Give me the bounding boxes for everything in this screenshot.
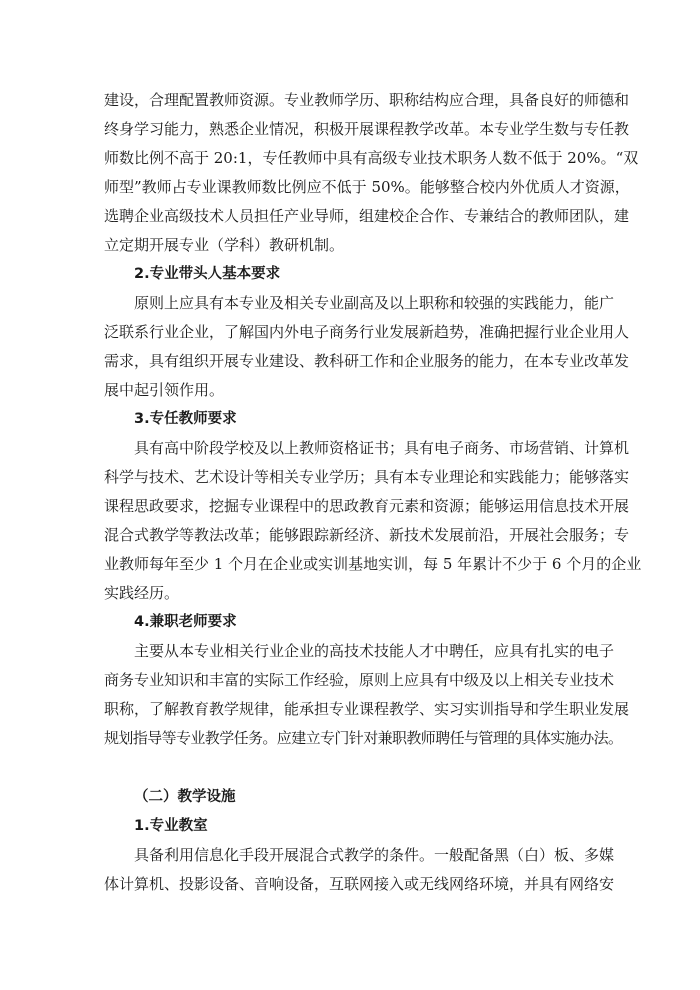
text-line: 终身学习能力，熟悉企业情况，积极开展课程教学改革。本专业学生数与专任教 — [104, 120, 630, 138]
section-teaching-facilities: （二）教学设施 — [134, 789, 236, 805]
text-line: 职称，了解教育教学规律，能承担专业课程教学、实习实训指导和学生职业发展 — [104, 700, 630, 718]
text-line: 科学与技术、艺术设计等相关专业学历；具有本专业理论和实践能力；能够落实 — [104, 468, 630, 486]
text-line: 业教师每年至少 1 个月在企业或实训基地实训，每 5 年累计不少于 6 个月的企业 — [104, 555, 642, 573]
paragraph-parttime-teacher — [104, 637, 630, 753]
text-line: 立定期开展专业（学科）教研机制。 — [104, 236, 345, 254]
text-line: 商务专业知识和丰富的实际工作经验，原则上应具有中级及以上相关专业技术 — [104, 671, 615, 689]
heading-classroom: 1.专业教室 — [134, 818, 208, 834]
text-line: 建设，合理配置教师资源。专业教师学历、职称结构应合理，具备良好的师德和 — [104, 91, 630, 109]
paragraph-classroom — [104, 841, 615, 899]
text-line: 师数比例不高于 20:1，专任教师中具有高级专业技术职务人数不低于 20%。“双 — [104, 149, 639, 167]
text-line: 课程思政要求，挖掘专业课程中的思政教育元素和资源；能够运用信息技术开展 — [104, 497, 630, 515]
text-line: 泛联系行业企业，了解国内外电子商务行业发展新趋势，准确把握行业企业用人 — [104, 323, 630, 341]
text-line: 需求，具有组织开展专业建设、教科研工作和企业服务的能力，在本专业改革发 — [104, 352, 630, 370]
text-line: 师型”教师占专业课教师数比例应不低于 50%。能够整合校内外优质人才资源， — [104, 178, 630, 196]
paragraph-lead-teacher — [104, 289, 630, 405]
text-line: 主要从本专业相关行业企业的高技术技能人才中聘任，应具有扎实的电子 — [134, 642, 615, 660]
text-line: 体计算机、投影设备、音响设备，互联网接入或无线网络环境，并具有网络安 — [104, 875, 615, 893]
text-line: 展中起引领作用。 — [104, 381, 225, 399]
text-line: 具有高中阶段学校及以上教师资格证书；具有电子商务、市场营销、计算机 — [134, 439, 630, 457]
text-line: 选聘企业高级技术人员担任产业导师，组建校企合作、专兼结合的教师团队，建 — [104, 207, 630, 225]
text-line: 混合式教学等教法改革；能够跟踪新经济、新技术发展前沿，开展社会服务；专 — [104, 526, 630, 544]
text-line: 原则上应具有本专业及相关专业副高及以上职称和较强的实践能力，能广 — [134, 294, 615, 312]
paragraph-teacher-team — [104, 86, 639, 260]
heading-fulltime-teacher: 3.专任教师要求 — [134, 411, 237, 427]
paragraph-fulltime-teacher — [104, 434, 642, 608]
text-line: 实践经历。 — [104, 584, 180, 602]
text-line: 规划指导等专业教学任务。应建立专门针对兼职教师聘任与管理的具体实施办法。 — [104, 729, 623, 747]
text-line: 具备利用信息化手段开展混合式教学的条件。一般配备黑（白）板、多媒 — [134, 846, 615, 864]
heading-parttime-teacher: 4.兼职老师要求 — [134, 614, 237, 630]
heading-lead-teacher: 2.专业带头人基本要求 — [134, 266, 281, 282]
